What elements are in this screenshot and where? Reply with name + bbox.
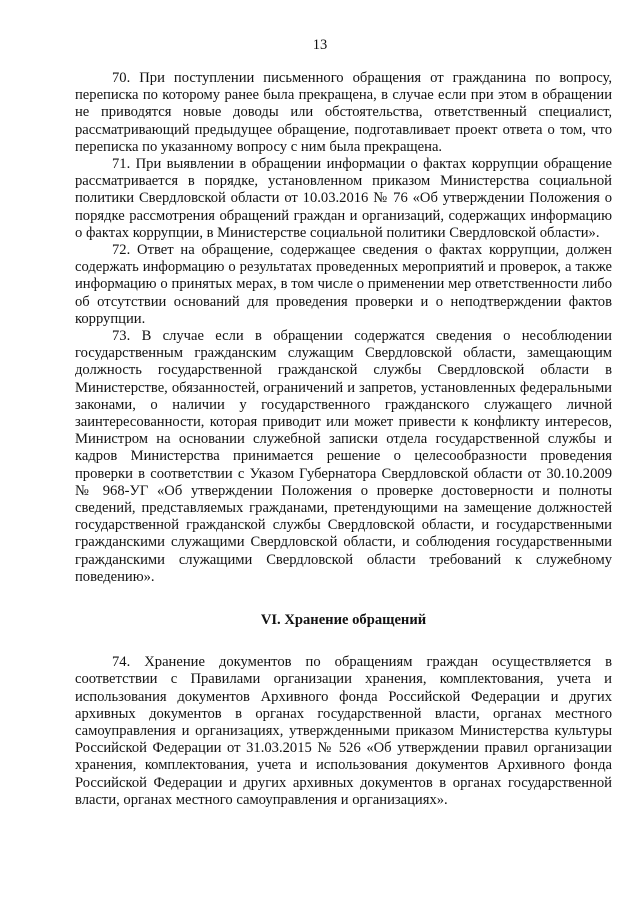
- paragraph-72: 72. Ответ на обращение, содержащее сведения о фактах коррупции, должен содержать информацию о результатах проведенных мероприятий и проверок, а также информацию о принятых мерах, в том числе о применении мер ответственности либо об отсутствии оснований для проведения проверки и о неподтверждении фактов коррупции.: [75, 242, 612, 327]
- paragraph-71: 71. При выявлении в обращении информации о фактах коррупции обращение рассматривается в порядке, установленном приказом Министерства социальной политики Свердловской области от 10.03.2016 № 76 «Об утверждении Положения о порядке рассмотрения обращений граждан и организаций, содержащих информацию о фактах коррупции, в Министерстве социальной политики Свердловской области».: [75, 156, 612, 241]
- page-number: 13: [312, 37, 328, 53]
- paragraph-74: 74. Хранение документов по обращениям граждан осуществляется в соответствии с Правилами организации хранения, комплектования, учета и использования документов Архивного фонда Российской Федерации и других архивных документов в органах государственной власти, органах местного самоуправления и организациях, утвержденными приказом Министерства культуры Российской Федерации от 31.03.2015 № 526 «Об утверждении правил организации хранения, комплектования, учета и использования документов Архивного фонда Российской Федерации и других архивных документов в органах государственной власти, органах местного самоуправления и организациях».: [75, 654, 612, 808]
- paragraph-73: 73. В случае если в обращении содержатся сведения о несоблюдении государственным гражданским служащим Свердловской области, замещающим должность государственной гражданской службы Свердловской области в Министерстве, обязанностей, ограничений и запретов, установленных федеральными законами, о наличии у государственного гражданского служащего личной заинтересованности, которая приводит или может привести к конфликту интересов, Министром на основании служебной записки отдела государственной службы и кадров Министерства принимается решение о целесообразности проведения проверки в соответствии с Указом Губернатора Свердловской области от 30.10.2009 № 968-УГ «Об утверждении Положения о проверке достоверности и полноты сведений, представляемых гражданами, претендующими на замещение должностей государственной гражданской службы Свердловской области, и государственными гражданскими служащими Свердловской области, и соблюдения государственными гражданскими служащими Свердловской области требований к служебному поведению».: [75, 328, 612, 585]
- paragraph-70: 70. При поступлении письменного обращения от гражданина по вопросу, переписка по которому ранее была прекращена, в случае если при этом в обращении не приводятся новые доводы или обстоятельства, ответственный специалист, рассматривающий предыдущее обращение, подготавливает проект ответа о том, что переписка по указанному вопросу с ним была прекращена.: [75, 70, 612, 155]
- section-heading: VI. Хранение обращений: [260, 612, 427, 629]
- document-body: [75, 70, 612, 809]
